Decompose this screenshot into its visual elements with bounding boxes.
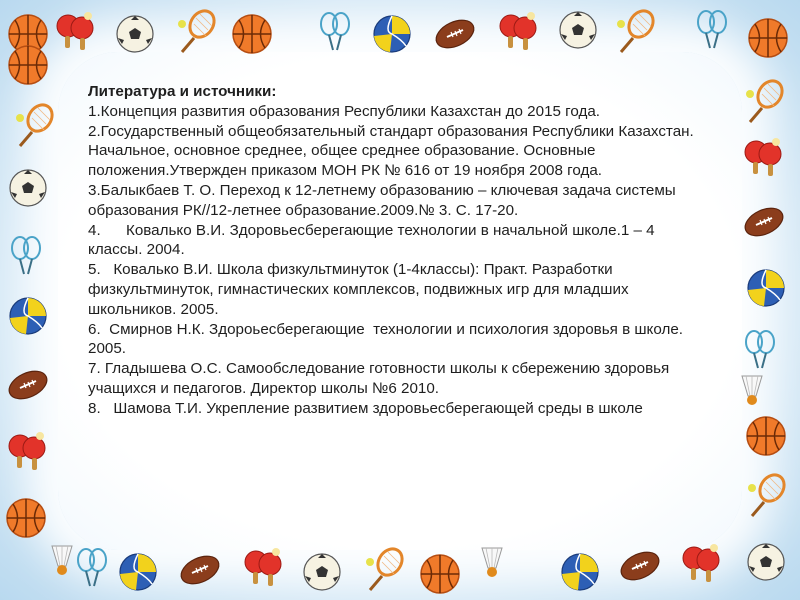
reference-item-8: 8. Шамова Т.И. Укрепление развитием здоровьесберегающей среды в школе xyxy=(88,399,643,417)
basketball-icon xyxy=(7,499,45,537)
soccer-ball-icon xyxy=(748,544,784,580)
reference-item-5: 5. Ковалько В.И. Школа физкультминуток (1-4классы): Практ. Разработки физкультминуток, гимнастических комплексов, подвижных игр для младших школьников. 2005. xyxy=(88,261,633,318)
ping-pong-paddles-icon xyxy=(500,12,536,50)
basketball-icon xyxy=(9,46,47,84)
reference-item-3: 3.Балыкбаев Т. О. Переход к 12-летнему образованию – ключевая задача системы образования РК//12-летнее образование.2009.№ 3. С. 17-20. xyxy=(88,181,676,219)
badminton-rackets-icon xyxy=(321,13,349,50)
volleyball-icon xyxy=(10,298,46,334)
rugby-ball-icon xyxy=(5,366,51,405)
volleyball-icon xyxy=(748,270,784,306)
ping-pong-paddles-icon xyxy=(9,432,45,470)
tennis-racket-icon xyxy=(366,544,407,590)
tennis-racket-icon xyxy=(178,6,219,52)
tennis-racket-icon xyxy=(16,100,57,146)
reference-item-6: 6. Смирнов Н.К. Здороьесберегающие технологии и психология здоровья в школе. 2005. xyxy=(88,320,688,358)
soccer-ball-icon xyxy=(10,170,46,206)
shuttlecock-icon xyxy=(52,546,72,575)
tennis-racket-icon xyxy=(746,76,787,122)
tennis-racket-icon xyxy=(748,470,789,516)
reference-item-2: 2.Государственный общеобязательный стандарт образования Республики Казахстан. Начальное, основное среднее, общее среднее образование. Основные положения.Утвержден приказом МОН РК № 616 от 19 ноября 2008 года. xyxy=(88,122,694,180)
rugby-ball-icon xyxy=(432,15,478,54)
references-heading: Литература и источники: xyxy=(88,83,277,100)
tennis-racket-icon xyxy=(617,6,658,52)
ping-pong-paddles-icon xyxy=(683,544,719,582)
rugby-ball-icon xyxy=(177,551,223,590)
soccer-ball-icon xyxy=(304,554,340,590)
basketball-icon xyxy=(421,555,459,593)
shuttlecock-icon xyxy=(482,548,502,577)
basketball-icon xyxy=(749,19,787,57)
ping-pong-paddles-icon xyxy=(745,138,781,176)
basketball-icon xyxy=(747,417,785,455)
soccer-ball-icon xyxy=(117,16,153,52)
ping-pong-paddles-icon xyxy=(245,548,281,586)
rugby-ball-icon xyxy=(741,203,787,242)
ping-pong-paddles-icon xyxy=(57,12,93,50)
shuttlecock-icon xyxy=(742,376,762,405)
volleyball-icon xyxy=(374,16,410,52)
references-text xyxy=(88,82,708,419)
volleyball-icon xyxy=(562,554,598,590)
badminton-rackets-icon xyxy=(78,549,106,586)
basketball-icon xyxy=(233,15,271,53)
badminton-rackets-icon xyxy=(746,331,774,368)
reference-item-4: 4. Ковалько В.И. Здоровьесберегающие технологии в начальной школе.1 – 4 классы. 2004. xyxy=(88,221,659,259)
reference-item-7: 7. Гладышева О.С. Самообследование готовности школы к сбережению здоровья учащихся и педагогов. Директор школы №6 2010. xyxy=(88,360,670,397)
reference-item-1: 1.Концепция развития образования Республики Казахстан до 2015 года. xyxy=(88,102,601,120)
badminton-rackets-icon xyxy=(698,11,726,48)
badminton-rackets-icon xyxy=(12,237,40,274)
volleyball-icon xyxy=(120,554,156,590)
soccer-ball-icon xyxy=(560,12,596,48)
rugby-ball-icon xyxy=(617,547,663,586)
